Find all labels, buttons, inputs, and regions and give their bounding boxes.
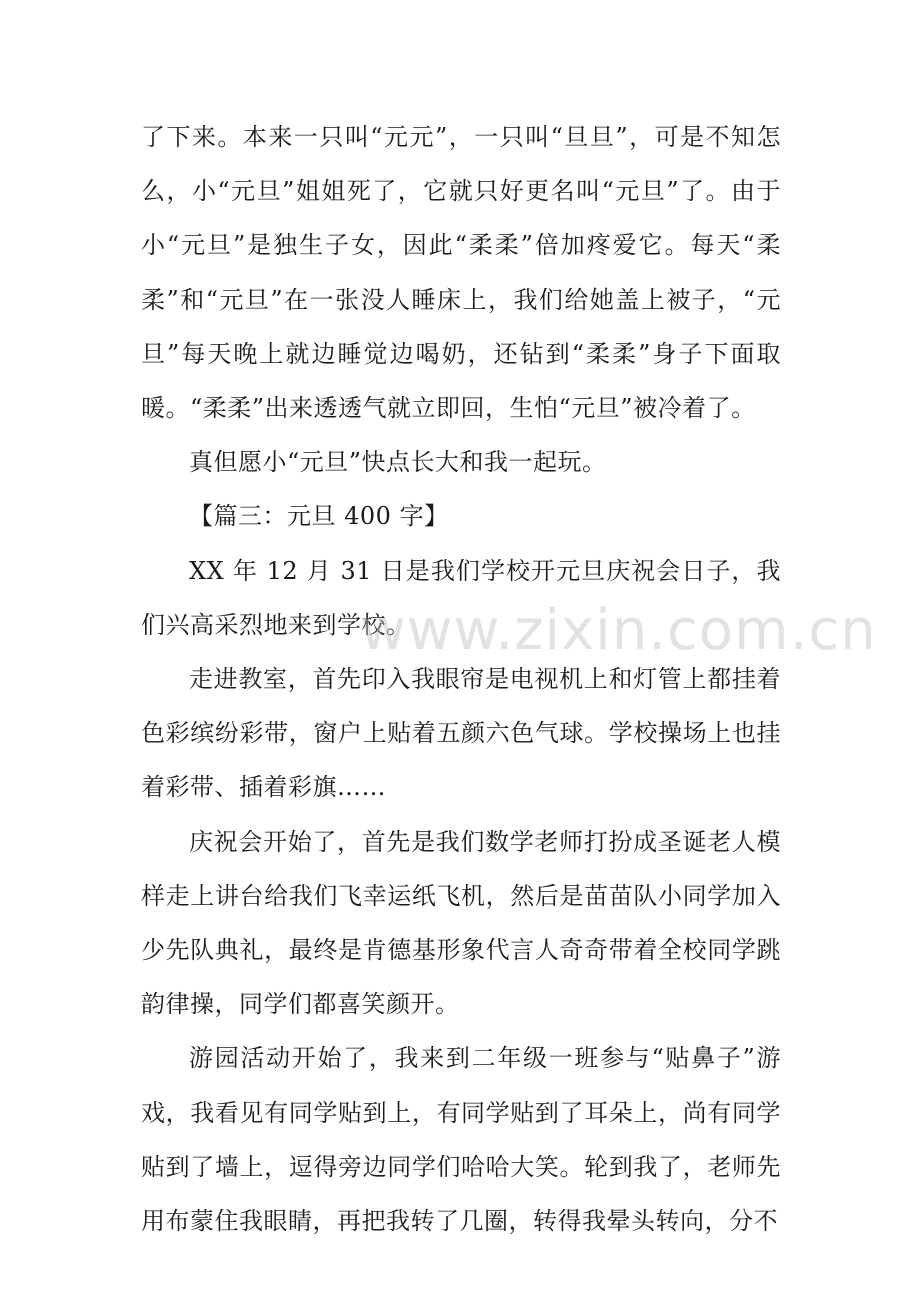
paragraph-6: 游园活动开始了，我来到二年级一班参与“贴鼻子”游戏，我看见有同学贴到上，有同学贴到了耳朵上，尚有同学贴到了墙上，逗得旁边同学们哈哈大笑。轮到我了，老师先用布蒙住我眼睛，再把我转了几圈，转得我晕头转向，分不 <box>141 1044 781 1236</box>
paragraph-1: 了下来。本来一只叫“元元”，一只叫“旦旦”，可是不知怎么，小“元旦”姐姐死了，它就只好更名叫“元旦”了。由于小“元旦”是独生子女，因此“柔柔”倍加疼爱它。每天“柔柔”和“元旦”在一张没人睡床上，我们给她盖上被子，“元旦”每天晚上就边睡觉边喝奶，还钻到“柔柔”身子下面取暖。“柔柔”出来透透气就立即回，生怕“元旦”被冷着了。 <box>141 123 781 423</box>
paragraph-2: 真但愿小“元旦”快点长大和我一起玩。 <box>189 448 607 477</box>
section-heading: 【篇三：元旦 400 字】 <box>189 502 449 531</box>
document-body <box>141 110 781 1248</box>
watermark: www.zixin.com.cn <box>360 598 877 663</box>
paragraph-5: 庆祝会开始了，首先是我们数学老师打扮成圣诞老人模样走上讲台给我们飞幸运纸飞机，然后是苗苗队小同学加入少先队典礼，最终是肯德基形象代言人奇奇带着全校同学跳韵律操，同学们都喜笑颜开。 <box>141 827 781 1019</box>
paragraph-4: 走进教室，首先印入我眼帘是电视机上和灯管上都挂着色彩缤纷彩带，窗户上贴着五颜六色气球。学校操场上也挂着彩带、插着彩旗…… <box>141 665 781 802</box>
paragraph-3: XX 年 12 月 31 日是我们学校开元旦庆祝会日子，我们兴高采烈地来到学校。 <box>141 556 781 639</box>
